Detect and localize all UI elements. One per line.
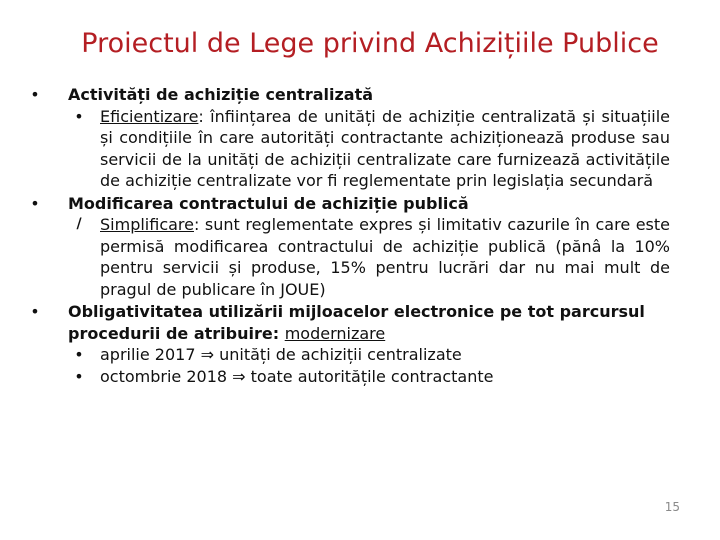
milestone-text: toate autoritățile contractante — [250, 367, 494, 386]
bullet-list — [0, 84, 720, 388]
bullet-keyword: modernizare — [284, 323, 386, 343]
sub-bullet-efficiency — [74, 106, 670, 192]
slash-bullet-icon: / — [76, 216, 82, 232]
bullet-icon: • — [30, 302, 40, 321]
milestone-date: octombrie 2018 — [100, 367, 228, 386]
bullet-icon: • — [74, 106, 84, 126]
bullet-item-centralized-procurement — [30, 84, 670, 106]
bullet-icon: • — [30, 193, 40, 213]
bullet-icon: • — [74, 367, 84, 386]
sub-bullet-october-2018 — [74, 366, 670, 388]
sub-bullet-text: : sunt reglementate expres și limitativ cazurile în care este permisă modificarea contractului de achiziție publică (pănâ la 10% pentru servicii și produse, 15% pentru lucrări dar nu mai mult de pragul de publicare în JOUE) — [100, 215, 670, 299]
bullet-item-contract-modification — [30, 193, 670, 215]
page-number: 15 — [664, 500, 680, 514]
bullet-text: Activități de achiziție centralizată — [68, 85, 374, 104]
bullet-icon: • — [74, 345, 84, 364]
bullet-item-electronic-means — [30, 301, 670, 344]
sub-bullet-april-2017 — [74, 344, 670, 366]
implies-arrow-icon: ⇒ — [200, 345, 215, 364]
sub-bullet-text: : înființarea de unități de achiziție centralizată și situațiile și condițiile în care autorități contractante achiziționează produse sau servicii de la unități de achiziții centralizate care furnizează activitățile de achiziție centralizate vor fi reglementate prin legislația secundară — [100, 106, 670, 190]
sub-bullet-keyword: Eficientizare — [100, 106, 199, 126]
bullet-text: Obligativitatea utilizării mijloacelor electronice pe tot parcursul procedurii de atribuire: — [68, 302, 645, 343]
bullet-text: Modificarea contractului de achiziție publică — [68, 193, 469, 213]
slide-title: Proiectul de Lege privind Achizițiile Publice — [81, 28, 659, 59]
bullet-icon: • — [30, 85, 40, 104]
milestone-text: unități de achiziții centralizate — [219, 345, 462, 364]
implies-arrow-icon: ⇒ — [232, 367, 246, 386]
milestone-date: aprilie 2017 — [100, 345, 196, 364]
sub-bullet-keyword: Simplificare — [100, 215, 194, 234]
sub-bullet-simplification — [76, 214, 670, 300]
